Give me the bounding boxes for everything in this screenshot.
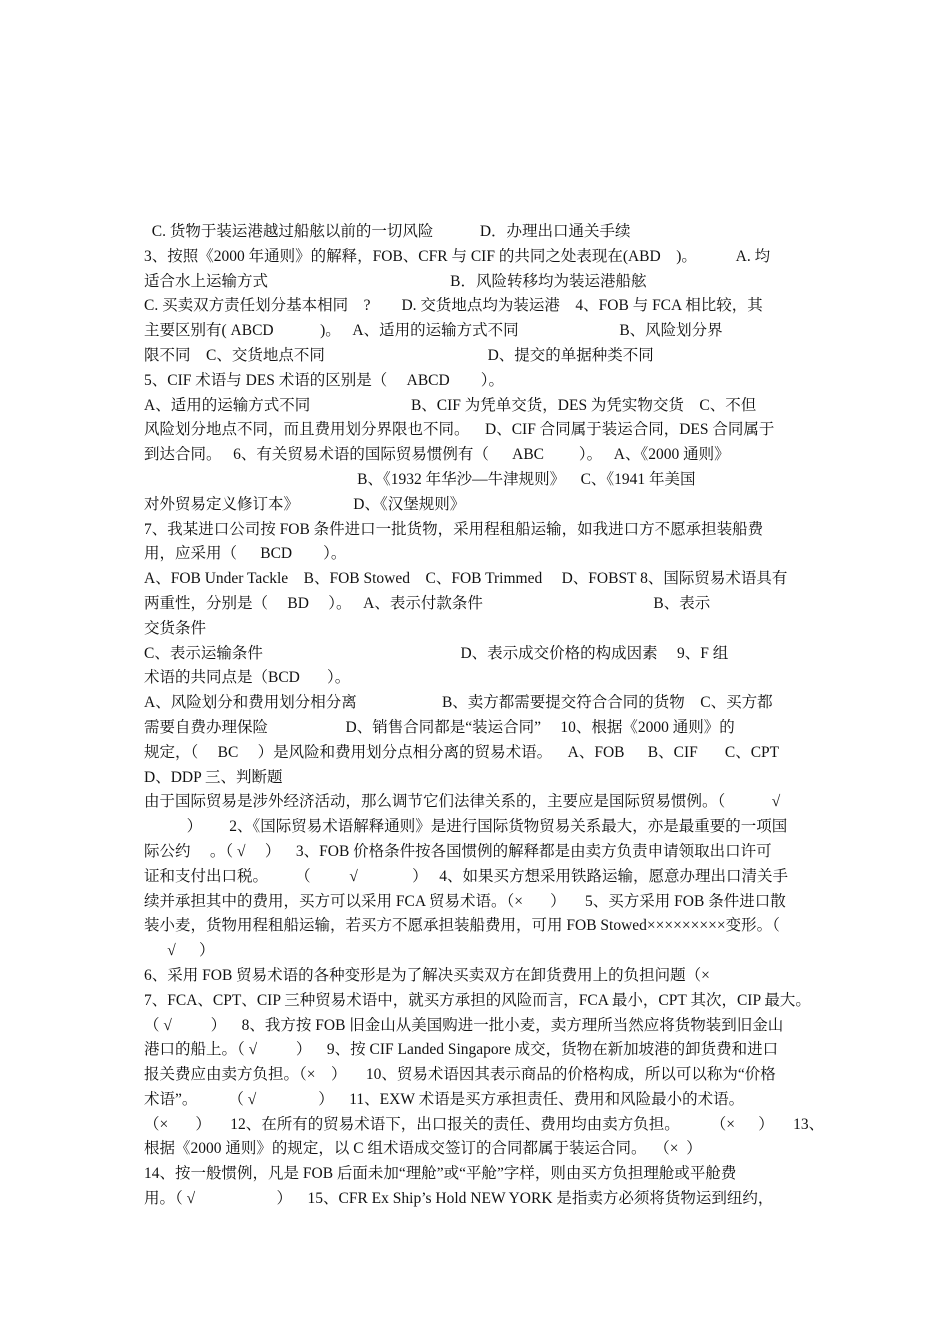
text-line: 规定，（ BC ）是风险和费用划分点相分离的贸易术语。 A、FOB B、CIF C、CPT — [144, 743, 780, 761]
text-line: 用。（ √ ） 15、CFR Ex Ship’s Hold NEW YORK 是指卖方必须将货物运到纽约， — [144, 1190, 774, 1208]
text-line: C. 买卖双方责任划分基本相同 ? D. 交货地点均为装运港 4、FOB 与 FCA 相比较，其 — [144, 297, 763, 315]
text-line: D、DDP 三、判断题 — [144, 768, 283, 786]
text-line: 际公约 。（ √ ） 3、FOB 价格条件按各国惯例的解释都是由卖方负责申请领取出口许可 — [144, 842, 772, 860]
text-line: 5、CIF 术语与 DES 术语的区别是（ ABCD ）。 — [144, 371, 504, 389]
text-line: 术语的共同点是（BCD ）。 — [144, 669, 351, 687]
text-line: A、风险划分和费用划分相分离 B、卖方都需要提交符合合同的货物 C、买方都 — [144, 694, 773, 712]
text-line: 证和支付出口税。 （ √ ） 4、如果买方想采用铁路运输，愿意办理出口清关手 — [144, 867, 789, 885]
text-line: 交货条件 — [144, 619, 207, 637]
text-line: ） 2、《国际贸易术语解释通则》是进行国际货物贸易关系最大，亦是最重要的一项国 — [144, 818, 788, 836]
text-line: 术语”。 （ √ ） 11、EXW 术语是买方承担责任、费用和风险最小的术语。 — [144, 1090, 745, 1108]
text-line: 限不同 C、交货地点不同 D、提交的单据种类不同 — [144, 346, 654, 364]
text-line: 根据《2000 通则》的规定，以 C 组术语成交签订的合同都属于装运合同。 （× ） — [144, 1140, 702, 1158]
text-line: （ √ ） 8、我方按 FOB 旧金山从美国购进一批小麦，卖方理所当然应将货物装到旧金山 — [144, 1016, 784, 1034]
text-line: C. 货物于装运港越过船舷以前的一切风险 D．办理出口通关手续 — [144, 223, 631, 240]
text-line: 由于国际贸易是涉外经济活动，那么调节它们法律关系的，主要应是国际贸易惯例。（ √ — [144, 793, 781, 811]
text-line: 14、按一般惯例，凡是 FOB 后面未加“理舱”或“平舱”字样，则由买方负担理舱或平舱费 — [144, 1165, 737, 1183]
text-line: 适合水上运输方式 B．风险转移均为装运港船舷 — [144, 272, 647, 290]
text-line: A、适用的运输方式不同 B、CIF 为凭单交货，DES 为凭实物交货 C、不但 — [144, 396, 757, 414]
text-line: 6、采用 FOB 贸易术语的各种变形是为了解决买卖双方在卸货费用上的负担问题（× — [144, 966, 710, 984]
text-line: 风险划分地点不同，而且费用划分界限也不同。 D、CIF 合同属于装运合同，DES 合同属于 — [144, 421, 775, 439]
text-line: 报关费应由卖方负担。（× ） 10、贸易术语因其表示商品的价格构成，所以可以称为“价格 — [144, 1066, 776, 1084]
text-line: 两重性，分别是（ BD ）。 A、表示付款条件 B、表示 — [144, 594, 711, 612]
text-line: 7、FCA、CPT、CIP 三种贸易术语中，就买方承担的风险而言，FCA 最小，CPT 其次，CIP 最大。 — [144, 991, 811, 1009]
text-line: 对外贸易定义修订本》 D、《汉堡规则》 — [144, 495, 466, 513]
text-line: A、FOB Under Tackle B、FOB Stowed C、FOB Trimmed D、FOBST 8、国际贸易术语具有 — [144, 570, 788, 588]
text-line: 7、我某进口公司按 FOB 条件进口一批货物，采用程租船运输，如我进口方不愿承担装船费 — [144, 520, 764, 538]
text-line: 港口的船上。（ √ ） 9、按 CIF Landed Singapore 成交，货物在新加坡港的卸货费和进口 — [144, 1041, 779, 1059]
text-line: 续并承担其中的费用，买方可以采用 FCA 贸易术语。（× ） 5、买方采用 FOB 条件进口散 — [144, 892, 786, 910]
text-line: 到达合同。 6、有关贸易术语的国际贸易惯例有（ ABC ）。 A、《2000 通则》 — [144, 446, 730, 464]
document-body — [144, 220, 824, 1212]
text-line: √ ） — [144, 942, 215, 960]
text-line: （× ） 12、在所有的贸易术语下，出口报关的责任、费用均由卖方负担。 （× ） 13、 — [144, 1115, 825, 1133]
text-line: B、《1932 年华沙—牛津规则》 C、《1941 年美国 — [144, 470, 696, 488]
text-line: 装小麦，货物用程租船运输，若买方不愿承担装船费用，可用 FOB Stowed×××××××××变形。（ — [144, 917, 780, 935]
text-line: 用，应采用（ BCD ）。 — [144, 545, 347, 563]
text-line: 需要自费办理保险 D、销售合同都是“装运合同” 10、根据《2000 通则》的 — [144, 718, 735, 736]
text-line: 3、按照《2000 年通则》的解释，FOB、CFR 与 CIF 的共同之处表现在(ABD )。 A. 均 — [144, 247, 771, 265]
text-line: C、表示运输条件 D、表示成交价格的构成因素 9、F 组 — [144, 644, 729, 662]
text-line: 主要区别有( ABCD )。 A、适用的运输方式不同 B、风险划分界 — [144, 322, 723, 340]
